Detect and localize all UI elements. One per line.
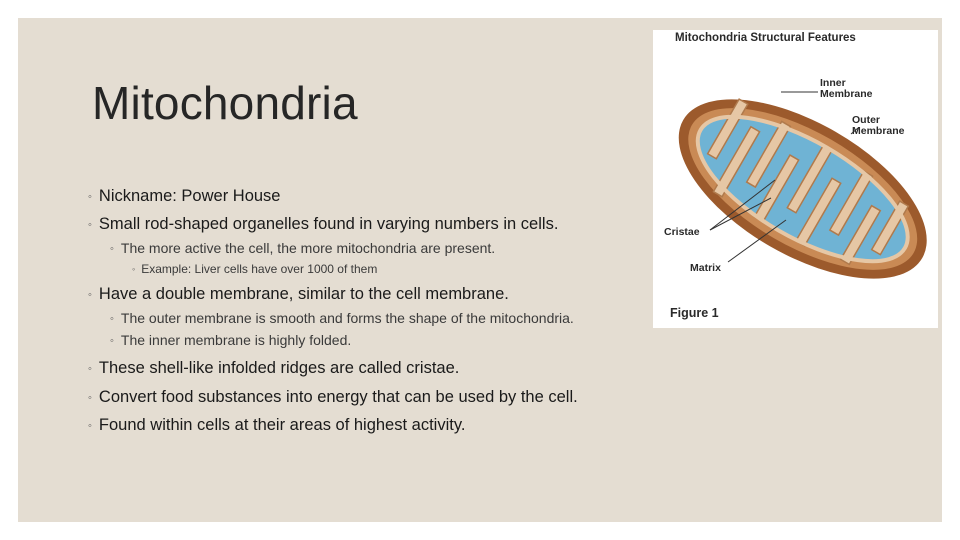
subbullet-inner-folded — [110, 332, 351, 348]
bullet-marker: ◦ — [110, 313, 114, 325]
bullet-text: Convert food substances into energy that can be used by the cell. — [98, 388, 578, 406]
slide-title: Mitochondria — [92, 77, 358, 129]
bullet-text: Have a double membrane, similar to the cell membrane. — [98, 285, 509, 303]
bullet-marker: ◦ — [88, 420, 92, 432]
subbullet-outer-smooth — [110, 310, 574, 326]
label-cristae: Cristae — [664, 226, 700, 238]
bullet-text: The more active the cell, the more mitochondria are present. — [120, 240, 496, 256]
bullet-marker: ◦ — [132, 264, 136, 274]
bullet-text: Found within cells at their areas of highest activity. — [98, 416, 466, 434]
figure-caption: Figure 1 — [670, 306, 719, 320]
mitochondria-figure — [653, 30, 938, 328]
bullet-organelles — [88, 215, 558, 234]
label-inner-membrane — [820, 78, 873, 100]
mitochondria-illustration — [653, 30, 938, 328]
bullet-text: The outer membrane is smooth and forms the shape of the mitochondria. — [120, 310, 574, 326]
label-inner-line2: Membrane — [820, 88, 873, 100]
bullet-text: Small rod-shaped organelles found in varying numbers in cells. — [98, 215, 559, 233]
bullet-marker: ◦ — [88, 191, 92, 203]
bullet-text: These shell-like infolded ridges are called cristae. — [98, 359, 460, 377]
bullet-text: Example: Liver cells have over 1000 of them — [141, 262, 378, 276]
bullet-marker: ◦ — [110, 243, 114, 255]
subbullet-more-active — [110, 240, 495, 256]
figure-title: Mitochondria Structural Features — [675, 32, 856, 44]
label-outer-membrane — [852, 115, 905, 137]
bullet-found — [88, 416, 465, 435]
label-inner-line1: Inner — [820, 77, 846, 89]
bullet-text: The inner membrane is highly folded. — [120, 332, 352, 348]
label-outer-line2: Membrane — [852, 125, 905, 137]
bullet-cristae — [88, 359, 459, 378]
bullet-marker: ◦ — [88, 392, 92, 404]
bullet-marker: ◦ — [88, 219, 92, 231]
bullet-text: Nickname: Power House — [98, 187, 281, 205]
bullet-marker: ◦ — [88, 289, 92, 301]
bullet-marker: ◦ — [88, 363, 92, 375]
bullet-double-membrane — [88, 285, 509, 304]
bullet-convert — [88, 388, 578, 407]
bullet-nickname — [88, 187, 280, 206]
bullet-marker: ◦ — [110, 335, 114, 347]
label-outer-line1: Outer — [852, 114, 881, 126]
label-matrix: Matrix — [690, 262, 721, 274]
subsubbullet-example — [132, 262, 377, 276]
